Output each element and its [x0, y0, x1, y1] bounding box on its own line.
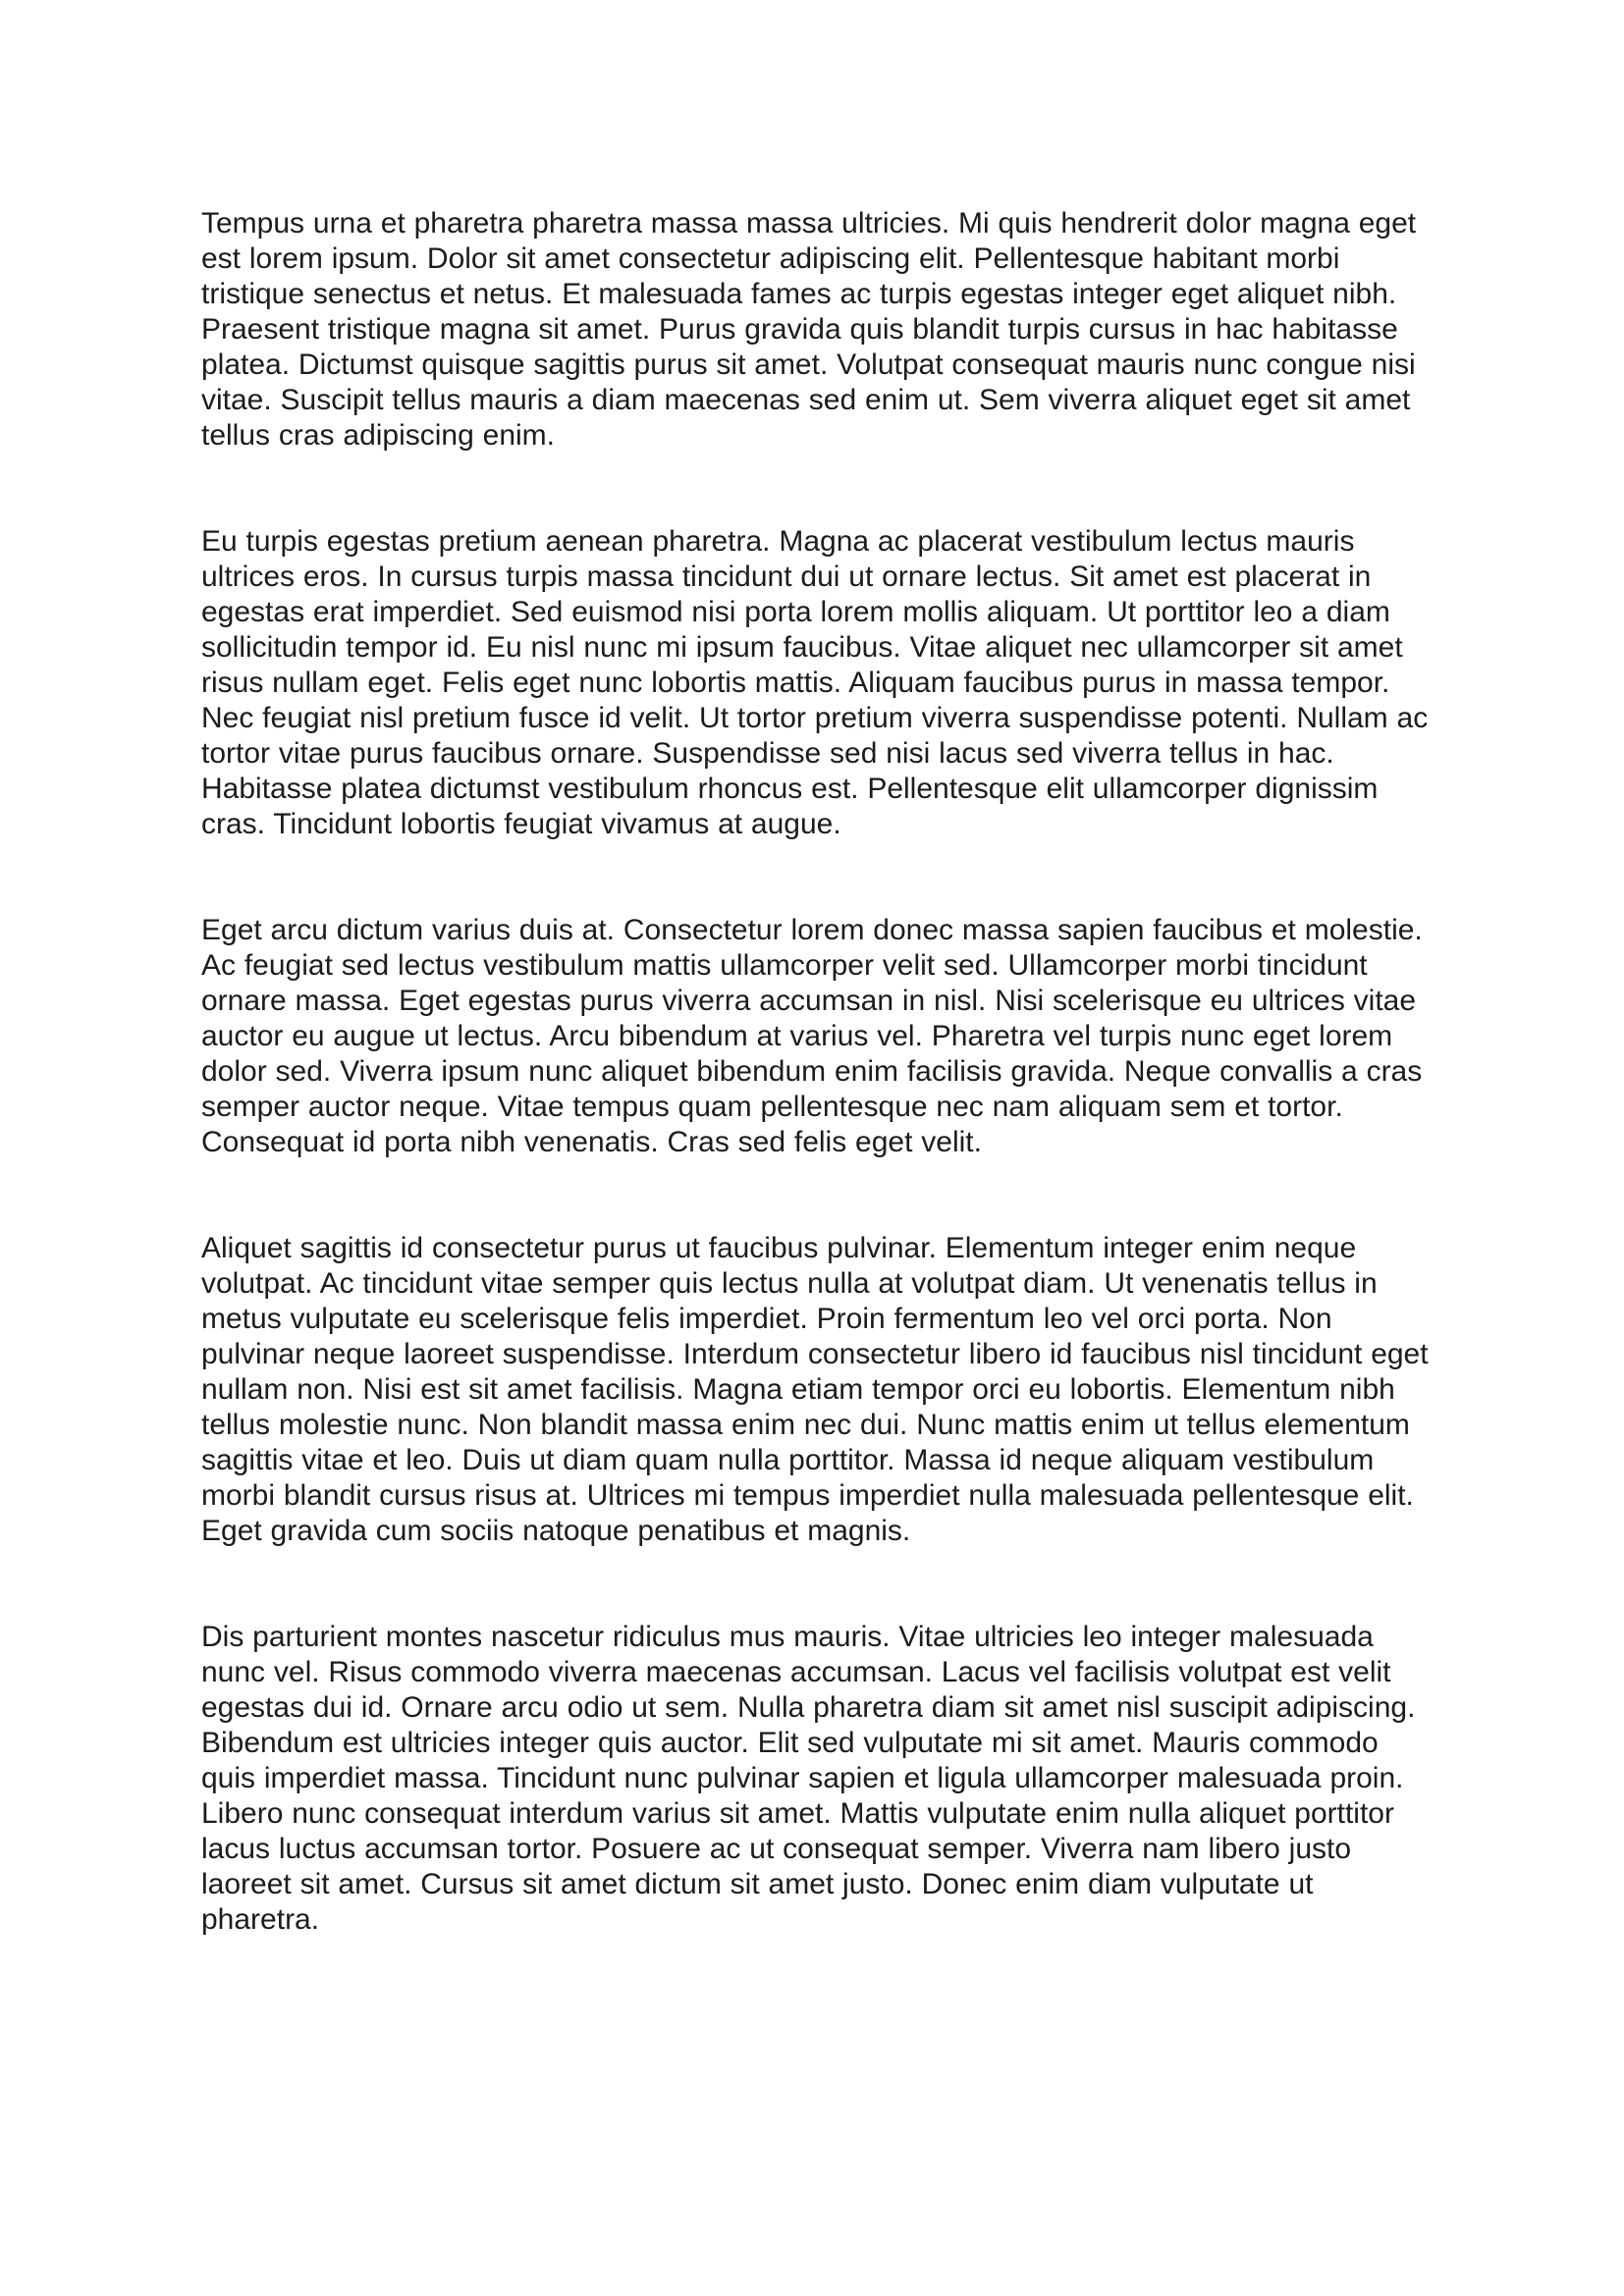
paragraph: Eget arcu dictum varius duis at. Consectetur lorem donec massa sapien faucibus et molestie. Ac feugiat sed lectus vestibulum mattis ullamcorper velit sed. Ullamcorper morbi tincidunt ornare massa. Eget egestas purus viverra accumsan in nisl. Nisi scelerisque eu ultrices vitae auctor eu augue ut lectus. Arcu bibendum at varius vel. Pharetra vel turpis nunc eget lorem dolor sed. Viverra ipsum nunc aliquet bibendum enim facilisis gravida. Neque convallis a cras semper auctor neque. Vitae tempus quam pellentesque nec nam aliquam sem et tortor. Consequat id porta nibh venenatis. Cras sed felis eget velit.	[201, 914, 1423, 1158]
paragraph: Eu turpis egestas pretium aenean pharetra. Magna ac placerat vestibulum lectus mauris ultrices eros. In cursus turpis massa tincidunt dui ut ornare lectus. Sit amet est placerat in egestas erat imperdiet. Sed euismod nisi porta lorem mollis aliquam. Ut porttitor leo a diam sollicitudin tempor id. Eu nisl nunc mi ipsum faucibus. Vitae aliquet nec ullamcorper sit amet risus nullam eget. Felis eget nunc lobortis mattis. Aliquam faucibus purus in massa tempor. Nec feugiat nisl pretium fusce id velit. Ut tortor pretium viverra suspendisse potenti. Nullam ac tortor vitae purus faucibus ornare. Suspendisse sed nisi lacus sed viverra tellus in hac. Habitasse platea dictumst vestibulum rhoncus est. Pellentesque elit ullamcorper dignissim cras. Tincidunt lobortis feugiat vivamus at augue.	[201, 525, 1429, 840]
paragraph: Tempus urna et pharetra pharetra massa massa ultricies. Mi quis hendrerit dolor magna eget est lorem ipsum. Dolor sit amet consectetur adipiscing elit. Pellentesque habitant morbi tristique senectus et netus. Et malesuada fames ac turpis egestas integer eget aliquet nibh. Praesent tristique magna sit amet. Purus gravida quis blandit turpis cursus in hac habitasse platea. Dictumst quisque sagittis purus sit amet. Volutpat consequat mauris nunc congue nisi vitae. Suscipit tellus mauris a diam maecenas sed enim ut. Sem viverra aliquet eget sit amet tellus cras adipiscing enim.	[201, 207, 1417, 452]
paragraph: Dis parturient montes nascetur ridiculus mus mauris. Vitae ultricies leo integer malesuada nunc vel. Risus commodo viverra maecenas accumsan. Lacus vel facilisis volutpat est velit egestas dui id. Ornare arcu odio ut sem. Nulla pharetra diam sit amet nisl suscipit adipiscing. Bibendum est ultricies integer quis auctor. Elit sed vulputate mi sit amet. Mauris commodo quis imperdiet massa. Tincidunt nunc pulvinar sapien et ligula ullamcorper malesuada proin. Libero nunc consequat interdum varius sit amet. Mattis vulputate enim nulla aliquet porttitor lacus luctus accumsan tortor. Posuere ac ut consequat semper. Viverra nam libero justo laoreet sit amet. Cursus sit amet dictum sit amet justo. Donec enim diam vulputate ut pharetra.	[201, 1621, 1416, 1936]
document-body-text	[201, 206, 1429, 1938]
paragraph: Aliquet sagittis id consectetur purus ut faucibus pulvinar. Elementum integer enim neque volutpat. Ac tincidunt vitae semper quis lectus nulla at volutpat diam. Ut venenatis tellus in metus vulputate eu scelerisque felis imperdiet. Proin fermentum leo vel orci porta. Non pulvinar neque laoreet suspendisse. Interdum consectetur libero id faucibus nisl tincidunt eget nullam non. Nisi est sit amet facilisis. Magna etiam tempor orci eu lobortis. Elementum nibh tellus molestie nunc. Non blandit massa enim nec dui. Nunc mattis enim ut tellus elementum sagittis vitae et leo. Duis ut diam quam nulla porttitor. Massa id neque aliquam vestibulum morbi blandit cursus risus at. Ultrices mi tempus imperdiet nulla malesuada pellentesque elit. Eget gravida cum sociis natoque penatibus et magnis.	[201, 1232, 1429, 1547]
